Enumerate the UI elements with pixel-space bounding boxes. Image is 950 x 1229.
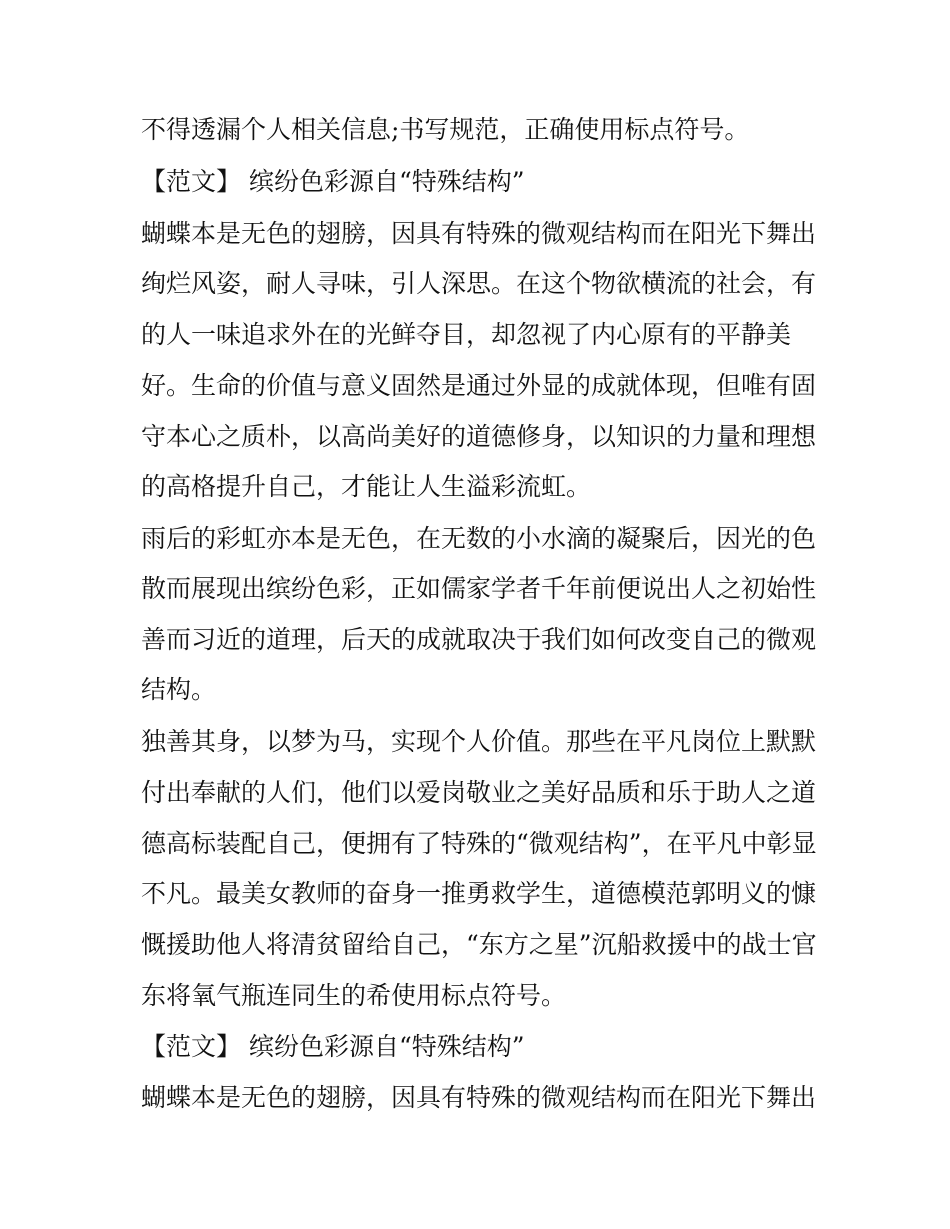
text-line: 守本心之质朴，以高尚美好的道德修身，以知识的力量和理想 xyxy=(141,422,817,451)
text-line: 独善其身，以梦为马，实现个人价值。那些在平凡岗位上默默 xyxy=(141,727,817,756)
text-line: 绚烂风姿，耐人寻味，引人深思。在这个物欲横流的社会，有 xyxy=(141,269,817,298)
text-line: 结构。 xyxy=(141,675,217,704)
text-line: 雨后的彩虹亦本是无色，在无数的小水滴的凝聚后，因光的色 xyxy=(141,524,817,553)
text-line: 蝴蝶本是无色的翅膀，因具有特殊的微观结构而在阳光下舞出 xyxy=(141,1083,817,1112)
text-line: 的人一味追求外在的光鲜夺目，却忽视了内心原有的平静美 xyxy=(141,320,792,349)
text-line: 好。生命的价值与意义固然是通过外显的成就体现，但唯有固 xyxy=(141,371,817,400)
text-line: 蝴蝶本是无色的翅膀，因具有特殊的微观结构而在阳光下舞出 xyxy=(141,219,817,248)
text-line: 德高标装配自己，便拥有了特殊的“微观结构”，在平凡中彰显 xyxy=(141,829,817,858)
text-line: 付出奉献的人们，他们以爱岗敬业之美好品质和乐于助人之道 xyxy=(141,778,817,807)
text-line: 东将氧气瓶连同生的希使用标点符号。 xyxy=(141,981,567,1010)
section-heading: 【范文】 缤纷色彩源自“特殊结构” xyxy=(141,1032,525,1061)
text-line: 的高格提升自己，才能让人生溢彩流虹。 xyxy=(141,472,592,501)
text-line: 慨援助他人将清贫留给自己，“东方之星”沉船救援中的战士官 xyxy=(141,930,817,959)
section-heading: 【范文】 缤纷色彩源自“特殊结构” xyxy=(141,167,525,196)
text-line: 不得透漏个人相关信息;书写规范，正确使用标点符号。 xyxy=(141,115,750,144)
text-line: 善而习近的道理，后天的成就取决于我们如何改变自己的微观 xyxy=(141,625,817,654)
text-line: 不凡。最美女教师的奋身一推勇救学生，道德模范郭明义的慷 xyxy=(141,879,817,908)
text-line: 散而展现出缤纷色彩，正如儒家学者千年前便说出人之初始性 xyxy=(141,574,817,603)
